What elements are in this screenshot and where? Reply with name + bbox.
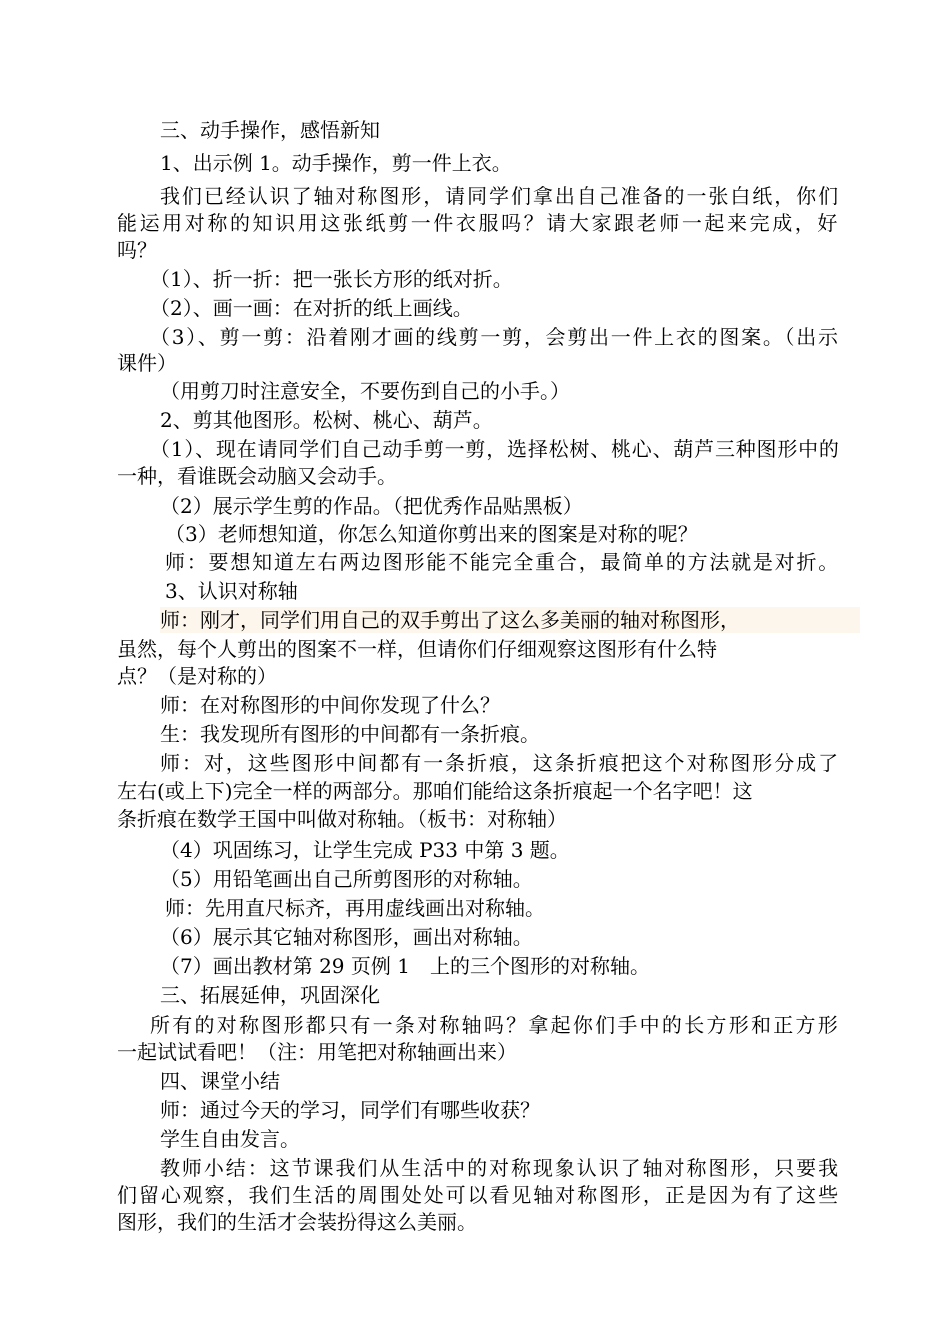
text-line: 师：先用直尺标齐，再用虚线画出对称轴。 <box>165 896 545 920</box>
text-line: 一起试试看吧！（注：用笔把对称轴画出来） <box>117 1040 517 1064</box>
text-line: 师：在对称图形的中间你发现了什么？ <box>160 693 500 717</box>
text-line: （2）展示学生剪的作品。（把优秀作品贴黑板） <box>160 494 583 518</box>
text-line: （3）、剪一剪：沿着刚才画的线剪一剪，会剪出一件上衣的图案。（出示 <box>150 325 840 349</box>
text-line: 们留心观察，我们生活的周围处处可以看见轴对称图形，正是因为有了这些 <box>117 1183 840 1207</box>
text-line: 师：通过今天的学习，同学们有哪些收获？ <box>160 1098 540 1122</box>
text-line: （5）用铅笔画出自己所剪图形的对称轴。 <box>160 867 533 891</box>
text-line: 2、剪其他图形。松树、桃心、葫芦。 <box>160 408 493 432</box>
text-line: 教师小结：这节课我们从生活中的对称现象认识了轴对称图形，只要我 <box>160 1156 840 1180</box>
text-line: （6）展示其它轴对称图形，画出对称轴。 <box>160 925 533 949</box>
text-line: 图形，我们的生活才会装扮得这么美丽。 <box>117 1210 477 1234</box>
text-line: （1）、现在请同学们自己动手剪一剪，选择松树、桃心、葫芦三种图形中的 <box>150 437 840 461</box>
text-line: 左右(或上下)完全一样的两部分。那咱们能给这条折痕起一个名字吧！这 <box>117 779 753 803</box>
text-line: （3）老师想知道，你怎么知道你剪出来的图案是对称的呢？ <box>165 522 698 546</box>
text-line: 能运用对称的知识用这张纸剪一件衣服吗？请大家跟老师一起来完成，好 <box>117 211 840 235</box>
text-line: 1、出示例 1。动手操作，剪一件上衣。 <box>160 151 512 175</box>
text-line: （用剪刀时注意安全，不要伤到自己的小手。） <box>160 379 570 403</box>
text-line: （1）、折一折：把一张长方形的纸对折。 <box>150 267 513 291</box>
text-line: 三、拓展延伸，巩固深化 <box>160 983 380 1007</box>
text-line: 虽然，每个人剪出的图案不一样，但请你们仔细观察这图形有什么特 <box>117 637 717 661</box>
text-line: 师：对，这些图形中间都有一条折痕，这条折痕把这个对称图形分成了 <box>160 751 840 775</box>
text-line: 一种，看谁既会动脑又会动手。 <box>117 464 397 488</box>
text-line: 所有的对称图形都只有一条对称轴吗？拿起你们手中的长方形和正方形 <box>150 1013 840 1037</box>
text-line: 生：我发现所有图形的中间都有一条折痕。 <box>160 722 540 746</box>
text-line: （4）巩固练习，让学生完成 P33 中第 3 题。 <box>160 838 570 862</box>
text-line: （2）、画一画：在对折的纸上画线。 <box>150 296 473 320</box>
text-line: 我们已经认识了轴对称图形，请同学们拿出自己准备的一张白纸，你们 <box>160 184 840 208</box>
text-line: 学生自由发言。 <box>160 1127 300 1151</box>
text-line: 点？（是对称的） <box>117 664 277 688</box>
text-line: 3、认识对称轴 <box>165 579 298 603</box>
text-line: 吗？ <box>117 238 157 262</box>
text-line: 三、动手操作，感悟新知 <box>160 118 380 142</box>
text-line: 师：刚才，同学们用自己的双手剪出了这么多美丽的轴对称图形， <box>160 607 860 633</box>
text-line: 条折痕在数学王国中叫做对称轴。（板书：对称轴） <box>117 807 567 831</box>
text-line: （7）画出教材第 29 页例 1 上的三个图形的对称轴。 <box>160 954 650 978</box>
text-line: 师：要想知道左右两边图形能不能完全重合，最简单的方法就是对折。 <box>165 550 840 574</box>
text-line: 四、课堂小结 <box>160 1069 280 1093</box>
text-line: 课件） <box>117 351 177 375</box>
